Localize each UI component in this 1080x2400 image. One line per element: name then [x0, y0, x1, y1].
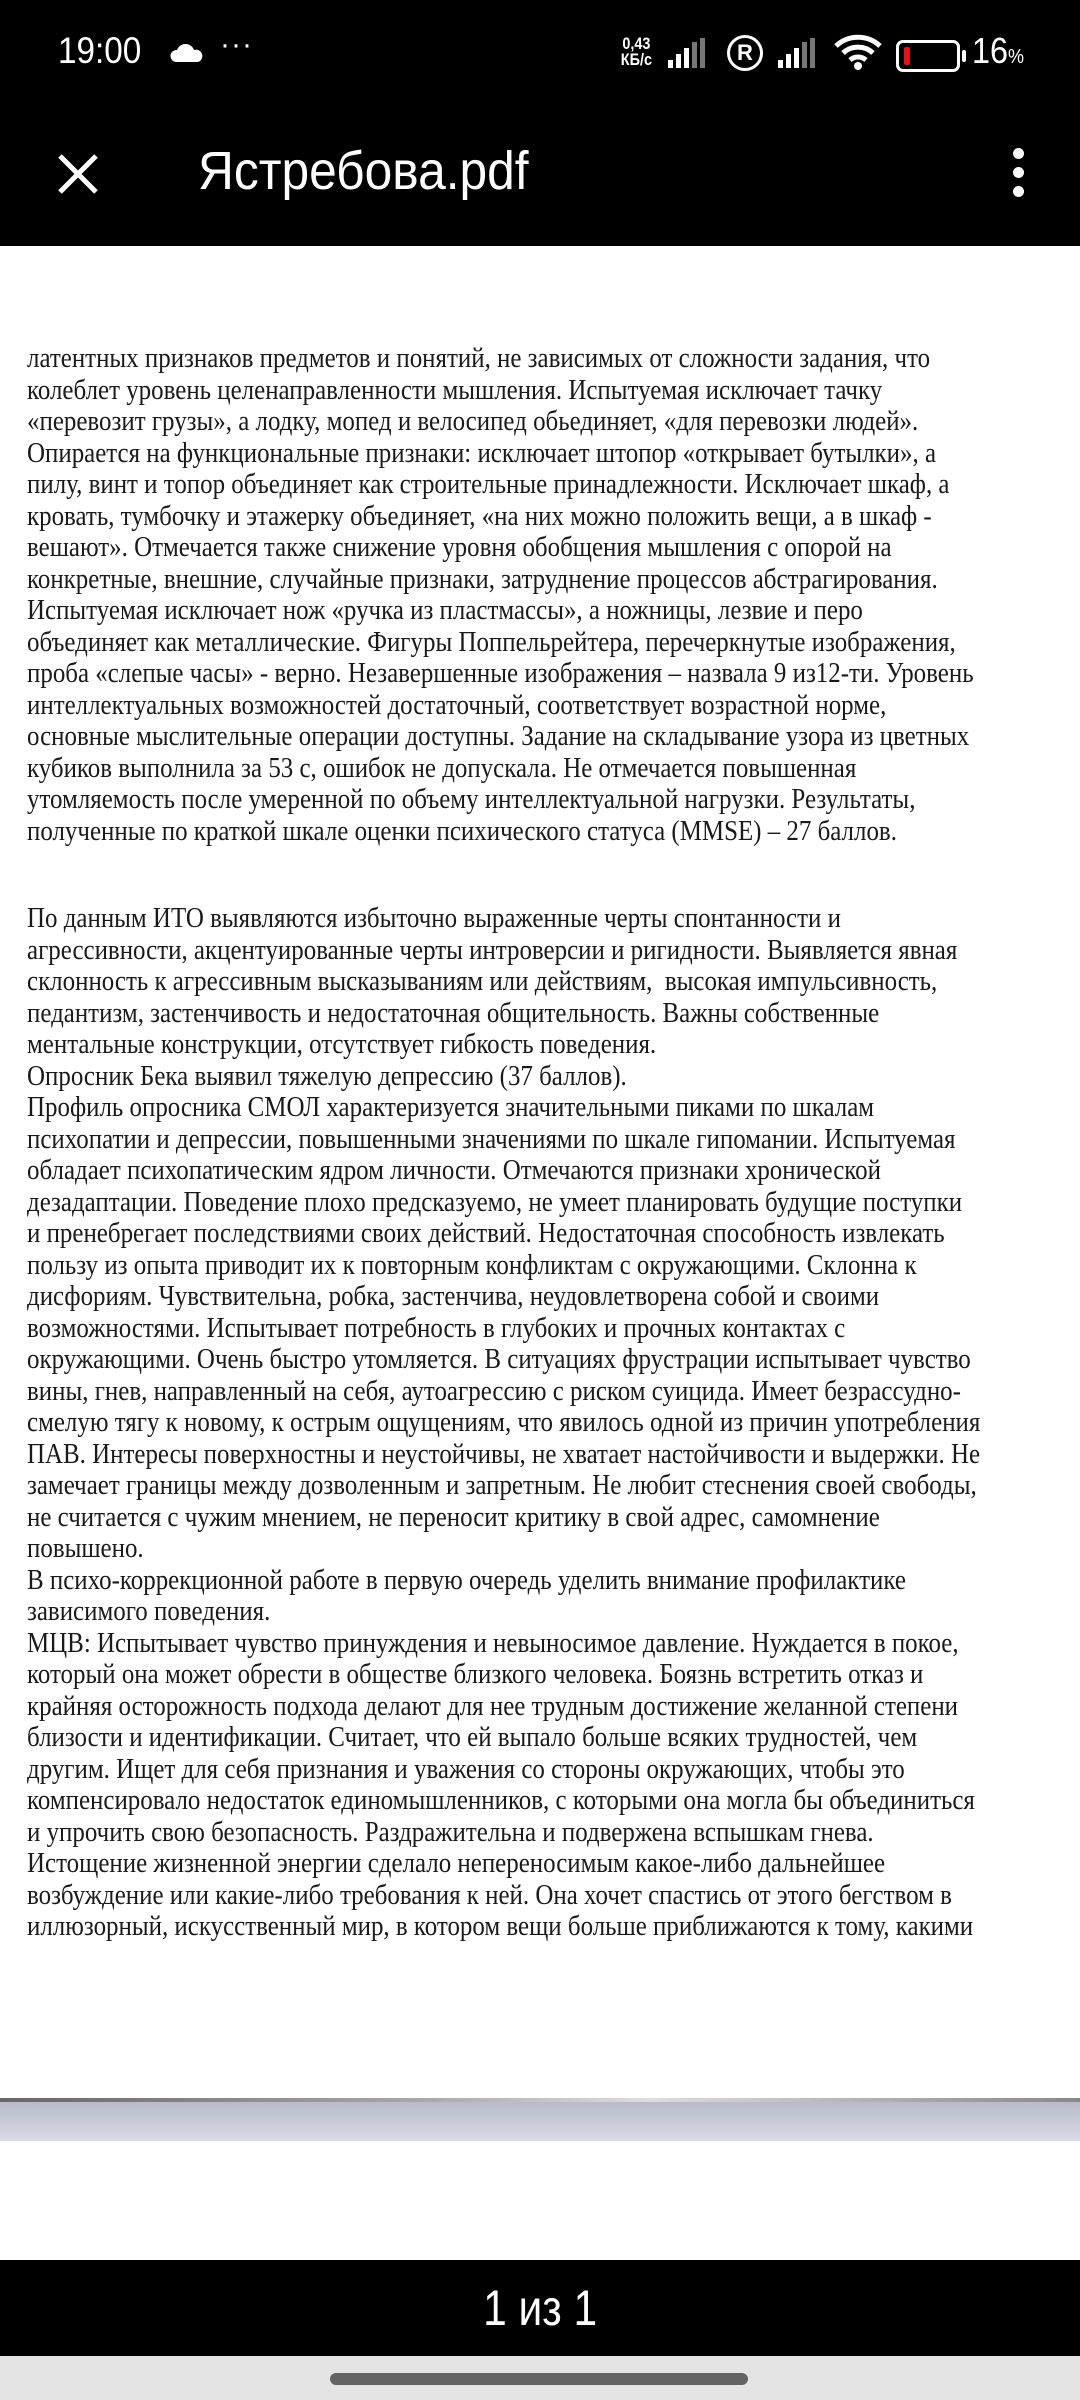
text-line: окружающими. Очень быстро утомляется. В ситуациях фрустрации испытывает чувство — [27, 1344, 971, 1375]
text-line: Испытуемая исключает нож «ручка из пластмассы», а ножницы, лезвие и перо — [27, 595, 863, 626]
text-line: пользу из опыта приводит их к повторным конфликтам с окружающими. Склонна к — [27, 1249, 917, 1281]
text-line: конкретные, внешние, случайные признаки, затруднение процессов абстрагирования. — [27, 563, 938, 595]
home-gesture-handle[interactable] — [330, 2373, 748, 2385]
network-speed: 0,43 КБ/с — [620, 34, 653, 69]
text-line: объединяет как металлические. Фигуры Поппельрейтера, перечеркнутые изображения, — [27, 626, 956, 658]
text-line: обладает психопатическим ядром личности. Отмечаются признаки хронической — [27, 1155, 881, 1186]
text-line: МЦВ: Испытывает чувство принуждения и невыносимое давление. Нуждается в покое, — [27, 1627, 959, 1659]
close-icon[interactable] — [54, 150, 102, 198]
text-line: Профиль опросника СМОЛ характеризуется значительными пиками по шкалам — [27, 1092, 875, 1123]
signal-icon-2 — [778, 38, 820, 68]
text-line: вешают». Отмечается также снижение уровня обобщения мышления с опорой на — [27, 532, 892, 563]
document-title: Ястребова.pdf — [198, 141, 529, 201]
page-separator — [0, 2102, 1080, 2141]
text-line: иллюзорный, искусственный мир, в котором вещи больше приближаются к тому, какими — [27, 1911, 974, 1942]
text-line: проба «слепые часы» - верно. Незавершенные изображения – назвала 9 из12-ти. Уровень — [27, 658, 974, 689]
text-line: кровать, тумбочку и этажерку объединяет, «на них можно положить вещи, а в шкаф - — [27, 500, 932, 532]
text-line: ПАВ. Интересы поверхностны и неустойчивы, не хватает настойчивости и выдержки. Не — [27, 1438, 981, 1470]
navigation-bar — [0, 2356, 1080, 2400]
roaming-icon: R — [727, 35, 763, 71]
clock: 19:00 — [58, 30, 142, 71]
text-line: возможностями. Испытывает потребность в глубоких и прочных контактах с — [27, 1312, 846, 1344]
text-line: кубиков выполнила за 53 с, ошибок не допускала. Не отмечается повышенная — [27, 752, 857, 784]
wifi-icon — [834, 34, 882, 70]
text-line: близости и идентификации. Считает, что ей выпало больше всяких трудностей, чем — [27, 1722, 918, 1753]
text-line: утомляемость после умеренной по объему интеллектуальной нагрузки. Результаты, — [27, 784, 916, 815]
text-line: дезадаптации. Поведение плохо предсказуемо, не умеет планировать будущие поступки — [27, 1186, 963, 1218]
battery-percent: 16% — [972, 30, 1025, 71]
text-line: Опросник Бека выявил тяжелую депрессию (37 баллов). — [27, 1060, 627, 1092]
more-options-icon[interactable] — [1005, 148, 1031, 204]
text-line: компенсировало недостаток единомышленников, с которыми она могла бы объединиться — [27, 1785, 975, 1816]
text-line: пилу, винт и топор объединяет как строительные принадлежности. Исключает шкаф, а — [27, 469, 950, 500]
text-line: замечает границы между дозволенным и запретным. Не любит стеснения своей свободы, — [27, 1470, 977, 1501]
status-bar — [0, 0, 1080, 120]
text-line: Опирается на функциональные признаки: исключает штопор «открывает бутылки», а — [27, 437, 937, 469]
paragraph-gap — [27, 847, 1077, 903]
text-line: который она может обрести в обществе близкого человека. Боязнь встретить отказ и — [27, 1659, 924, 1690]
text-line: «перевозит грузы», а лодку, мопед и велосипед обьединяет, «для перевозки людей». — [27, 406, 919, 437]
text-line: возбуждение или какие-либо требования к ней. Она хочет спастись от этого бегством в — [27, 1879, 952, 1911]
text-line: полученные по краткой шкале оценки психического статуса (MMSE) – 27 баллов. — [27, 815, 897, 847]
battery-icon — [896, 40, 960, 72]
document-text — [27, 343, 1077, 1943]
text-line: вины, гнев, направленный на себя, аутоагрессию с риском суицида. Имеет безрассудно- — [27, 1375, 961, 1407]
text-line: дисфориям. Чувствительна, робка, застенчива, неудовлетворена собой и своими — [27, 1281, 880, 1312]
page-indicator: 1 из 1 — [482, 2280, 598, 2336]
text-line: педантизм, застенчивость и недостаточная общительность. Важны собственные — [27, 997, 880, 1029]
text-line: колеблет уровень целенаправленности мышления. Испытуемая исключает тачку — [27, 374, 883, 406]
text-line: По данным ИТО выявляются избыточно выраженные черты спонтанности и — [27, 903, 841, 934]
text-line: повышено. — [27, 1533, 144, 1564]
text-line: интеллектуальных возможностей достаточный, соответствует возрастной норме, — [27, 689, 887, 721]
text-line: ментальные конструкции, отсутствует гибкость поведения. — [27, 1029, 657, 1060]
pdf-page — [0, 246, 1080, 2100]
text-line: склонность к агрессивным высказываниям или действиям, высокая импульсивность, — [27, 966, 938, 997]
text-line: крайняя осторожность подхода делают для нее трудным достижение желанной степени — [27, 1690, 959, 1722]
text-line: смелую тягу к новому, к острым ощущениям, что явилось одной из причин употребления — [27, 1407, 981, 1438]
text-line: психопатии и депрессии, повышенными значениями по шкале гипомании. Испытуемая — [27, 1123, 956, 1155]
more-notifications-icon: ··· — [220, 28, 253, 61]
page-indicator-bar — [0, 2260, 1080, 2356]
text-line: основные мыслительные операции доступны. Задание на складывание узора из цветных — [27, 721, 970, 752]
text-line: латентных признаков предметов и понятий, не зависимых от сложности задания, что — [27, 343, 931, 374]
text-line: Истощение жизненной энергии сделало непереносимым какое-либо дальнейшее — [27, 1848, 886, 1879]
text-line: не считается с чужим мнением, не переносит критику в свой адрес, самомнение — [27, 1501, 880, 1533]
cloud-icon — [170, 44, 204, 62]
text-line: другим. Ищет для себя признания и уважения со стороны окружающих, чтобы это — [27, 1753, 905, 1785]
text-line: и упрочить свою безопасность. Раздражительна и подвержена вспышкам гнева. — [27, 1816, 874, 1848]
text-line: зависимого поведения. — [27, 1596, 271, 1627]
text-line: В психо-коррекционной работе в первую очередь уделить внимание профилактике — [27, 1564, 906, 1596]
text-line: и пренебрегает последствиями своих действий. Недостаточная способность извлекать — [27, 1218, 945, 1249]
toolbar — [0, 120, 1080, 246]
text-line: агрессивности, акцентуированные черты интроверсии и ригидности. Выявляется явная — [27, 934, 958, 966]
signal-icon — [668, 38, 710, 68]
